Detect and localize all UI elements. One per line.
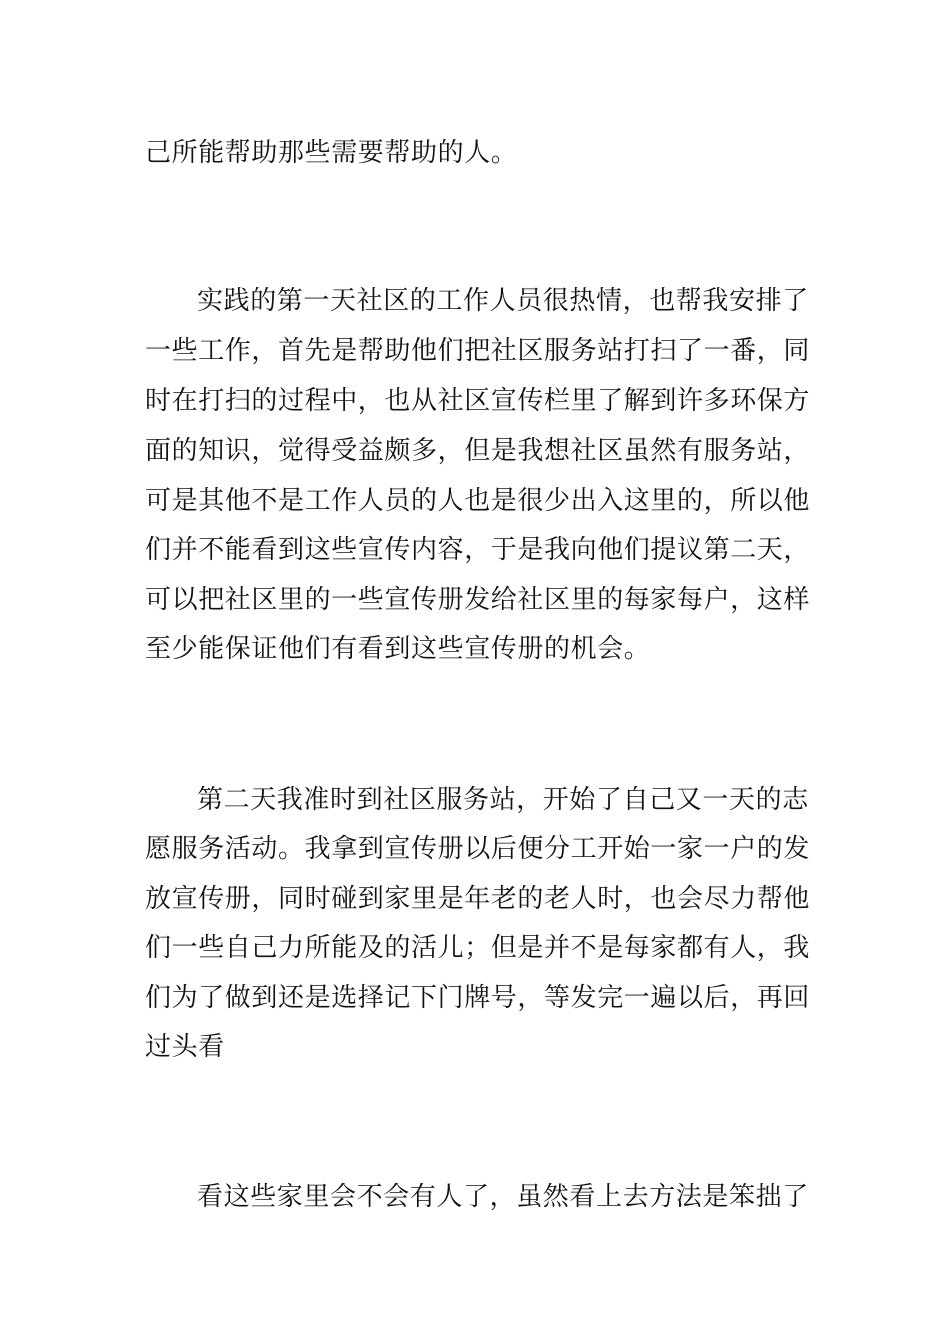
paragraph-3-line-6: 过头看	[145, 1032, 225, 1062]
paragraph-3-line-1: 第二天我准时到社区服务站，开始了自己又一天的志	[197, 785, 809, 815]
paragraph-3-line-2: 愿服务活动。我拿到宣传册以后便分工开始一家一户的发	[145, 834, 811, 864]
paragraph-2-line-1: 实践的第一天社区的工作人员很热情，也帮我安排了	[197, 286, 809, 316]
paragraph-2-line-3: 时在打扫的过程中，也从社区宣传栏里了解到许多环保方	[145, 386, 811, 416]
paragraph-2-line-6: 们并不能看到这些宣传内容，于是我向他们提议第二天，	[145, 535, 811, 565]
paragraph-2-line-8: 至少能保证他们有看到这些宣传册的机会。	[145, 634, 651, 664]
paragraph-3-line-3: 放宣传册，同时碰到家里是年老的老人时，也会尽力帮他	[145, 884, 811, 914]
paragraph-2-line-4: 面的知识，觉得受益颇多，但是我想社区虽然有服务站，	[145, 436, 811, 466]
paragraph-1-line-1: 己所能帮助那些需要帮助的人。	[145, 138, 518, 168]
paragraph-2-line-2: 一些工作，首先是帮助他们把社区服务站打扫了一番，同	[145, 336, 811, 366]
paragraph-3-line-4: 们一些自己力所能及的活儿；但是并不是每家都有人，我	[145, 933, 811, 963]
paragraph-3-line-5: 们为了做到还是选择记下门牌号，等发完一遍以后，再回	[145, 983, 811, 1013]
paragraph-4-line-1: 看这些家里会不会有人了，虽然看上去方法是笨拙了	[197, 1182, 809, 1212]
paragraph-2-line-5: 可是其他不是工作人员的人也是很少出入这里的，所以他	[145, 486, 811, 516]
paragraph-2-line-7: 可以把社区里的一些宣传册发给社区里的每家每户，这样	[145, 585, 811, 615]
